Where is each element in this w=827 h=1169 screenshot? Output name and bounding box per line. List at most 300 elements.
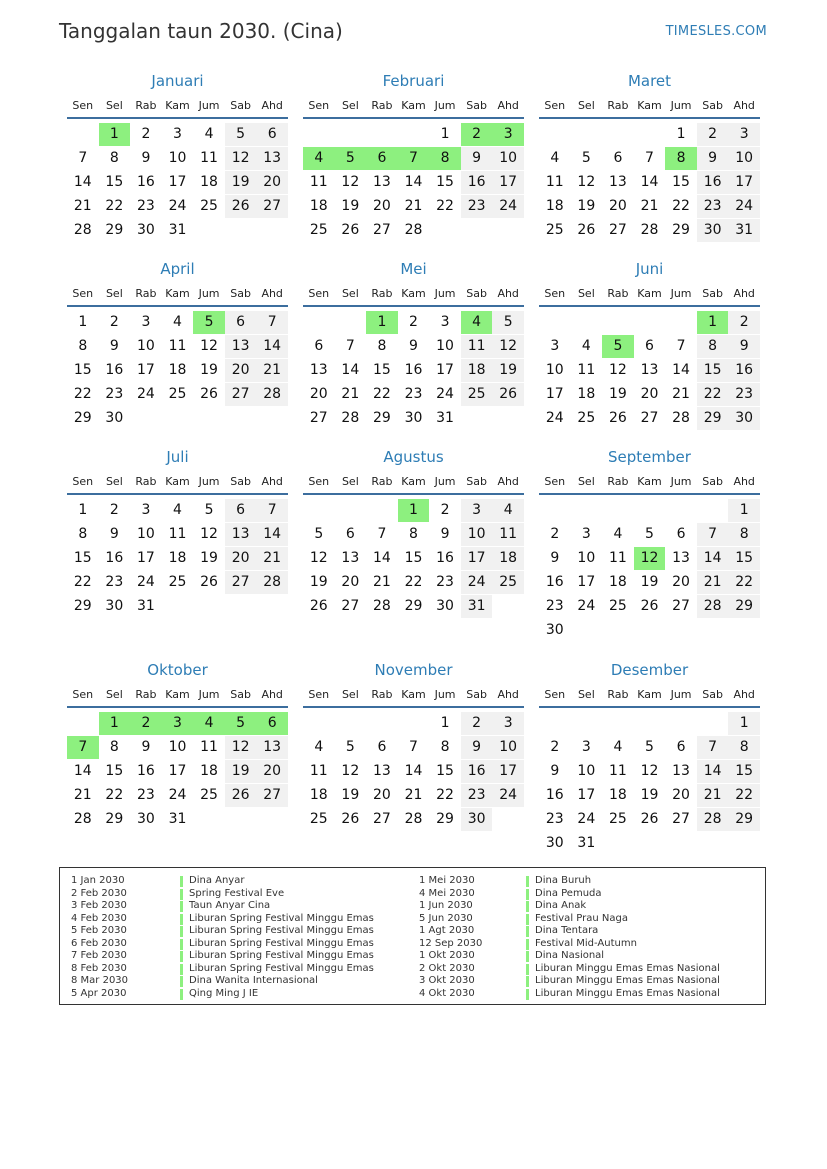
- weekend-day-cell[interactable]: 27: [225, 571, 257, 594]
- day-cell[interactable]: 29: [73, 410, 92, 426]
- weekend-day-cell[interactable]: 6: [225, 499, 257, 522]
- weekend-day-cell[interactable]: 1: [728, 499, 760, 522]
- day-cell[interactable]: 1: [440, 126, 450, 142]
- weekend-day-cell[interactable]: 14: [697, 760, 729, 783]
- day-cell[interactable]: 11: [608, 550, 627, 566]
- day-cell[interactable]: 25: [200, 787, 218, 803]
- day-cell[interactable]: 29: [672, 222, 690, 238]
- weekend-day-cell[interactable]: 3: [728, 123, 760, 146]
- day-cell[interactable]: 20: [640, 386, 659, 402]
- day-cell[interactable]: 19: [341, 787, 360, 803]
- day-cell[interactable]: 23: [436, 574, 454, 590]
- holiday-day-cell[interactable]: 6: [366, 147, 398, 170]
- day-cell[interactable]: 24: [577, 811, 596, 827]
- day-cell[interactable]: 7: [345, 338, 355, 354]
- day-cell[interactable]: 19: [608, 386, 627, 402]
- day-cell[interactable]: 5: [314, 526, 324, 542]
- holiday-day-cell[interactable]: 1: [697, 311, 729, 334]
- weekend-day-cell[interactable]: 25: [461, 383, 493, 406]
- day-cell[interactable]: 13: [672, 763, 690, 779]
- day-cell[interactable]: 4: [613, 526, 623, 542]
- day-cell[interactable]: 19: [200, 550, 218, 566]
- day-cell[interactable]: 18: [200, 763, 218, 779]
- day-cell[interactable]: 14: [341, 362, 360, 378]
- weekend-day-cell[interactable]: 17: [492, 171, 524, 194]
- day-cell[interactable]: 11: [168, 526, 187, 542]
- day-cell[interactable]: 4: [613, 739, 623, 755]
- day-cell[interactable]: 19: [200, 362, 218, 378]
- day-cell[interactable]: 25: [545, 222, 564, 238]
- weekend-day-cell[interactable]: 19: [492, 359, 524, 382]
- day-cell[interactable]: 27: [341, 598, 360, 614]
- day-cell[interactable]: 8: [409, 526, 418, 542]
- day-cell[interactable]: 28: [341, 410, 360, 426]
- weekend-day-cell[interactable]: 17: [492, 760, 524, 783]
- day-cell[interactable]: 27: [372, 222, 391, 238]
- holiday-day-cell[interactable]: 7: [67, 736, 99, 759]
- weekend-day-cell[interactable]: 10: [492, 736, 524, 759]
- weekend-day-cell[interactable]: 14: [697, 547, 729, 570]
- day-cell[interactable]: 16: [436, 550, 454, 566]
- weekend-day-cell[interactable]: 6: [256, 123, 288, 146]
- weekend-day-cell[interactable]: 31: [461, 595, 493, 618]
- day-cell[interactable]: 8: [78, 526, 88, 542]
- weekend-day-cell[interactable]: 10: [728, 147, 760, 170]
- day-cell[interactable]: 3: [173, 126, 182, 142]
- day-cell[interactable]: 25: [309, 222, 328, 238]
- day-cell[interactable]: 4: [173, 314, 182, 330]
- day-cell[interactable]: 4: [581, 338, 591, 354]
- day-cell[interactable]: 2: [550, 739, 560, 755]
- day-cell[interactable]: 14: [404, 763, 423, 779]
- weekend-day-cell[interactable]: 27: [256, 195, 288, 218]
- weekend-day-cell[interactable]: 11: [492, 523, 524, 546]
- day-cell[interactable]: 30: [136, 811, 155, 827]
- day-cell[interactable]: 30: [545, 622, 564, 638]
- weekend-day-cell[interactable]: 7: [697, 736, 729, 759]
- weekend-day-cell[interactable]: 17: [461, 547, 493, 570]
- weekend-day-cell[interactable]: 20: [225, 359, 257, 382]
- day-cell[interactable]: 3: [440, 314, 450, 330]
- day-cell[interactable]: 21: [73, 198, 92, 214]
- weekend-day-cell[interactable]: 14: [256, 523, 288, 546]
- day-cell[interactable]: 18: [309, 198, 328, 214]
- day-cell[interactable]: 6: [613, 150, 623, 166]
- holiday-day-cell[interactable]: 3: [492, 123, 524, 146]
- holiday-day-cell[interactable]: 7: [398, 147, 430, 170]
- day-cell[interactable]: 8: [109, 739, 119, 755]
- day-cell[interactable]: 30: [404, 410, 423, 426]
- weekend-day-cell[interactable]: 1: [728, 712, 760, 735]
- day-cell[interactable]: 12: [608, 362, 627, 378]
- day-cell[interactable]: 11: [608, 763, 627, 779]
- day-cell[interactable]: 28: [672, 410, 690, 426]
- day-cell[interactable]: 15: [105, 763, 124, 779]
- day-cell[interactable]: 2: [141, 126, 151, 142]
- holiday-day-cell[interactable]: 2: [130, 712, 162, 735]
- day-cell[interactable]: 3: [550, 338, 560, 354]
- day-cell[interactable]: 24: [168, 787, 187, 803]
- day-cell[interactable]: 24: [136, 386, 155, 402]
- weekend-day-cell[interactable]: 12: [492, 335, 524, 358]
- day-cell[interactable]: 17: [577, 574, 596, 590]
- day-cell[interactable]: 4: [550, 150, 560, 166]
- day-cell[interactable]: 18: [608, 574, 627, 590]
- day-cell[interactable]: 27: [672, 598, 690, 614]
- day-cell[interactable]: 9: [440, 526, 450, 542]
- day-cell[interactable]: 15: [672, 174, 690, 190]
- day-cell[interactable]: 22: [73, 386, 92, 402]
- day-cell[interactable]: 15: [105, 174, 124, 190]
- day-cell[interactable]: 11: [200, 150, 218, 166]
- day-cell[interactable]: 12: [640, 763, 659, 779]
- day-cell[interactable]: 9: [409, 338, 418, 354]
- day-cell[interactable]: 18: [545, 198, 564, 214]
- day-cell[interactable]: 20: [672, 787, 690, 803]
- day-cell[interactable]: 27: [640, 410, 659, 426]
- day-cell[interactable]: 17: [436, 362, 454, 378]
- day-cell[interactable]: 7: [377, 526, 387, 542]
- weekend-day-cell[interactable]: 4: [492, 499, 524, 522]
- day-cell[interactable]: 30: [105, 410, 124, 426]
- weekend-day-cell[interactable]: 8: [697, 335, 729, 358]
- day-cell[interactable]: 7: [78, 150, 88, 166]
- holiday-day-cell[interactable]: 1: [99, 123, 131, 146]
- weekend-day-cell[interactable]: 29: [697, 407, 729, 430]
- holiday-day-cell[interactable]: 5: [225, 712, 257, 735]
- weekend-day-cell[interactable]: 16: [697, 171, 729, 194]
- day-cell[interactable]: 29: [105, 811, 124, 827]
- weekend-day-cell[interactable]: 8: [728, 736, 760, 759]
- day-cell[interactable]: 11: [577, 362, 596, 378]
- weekend-day-cell[interactable]: 16: [461, 171, 493, 194]
- day-cell[interactable]: 11: [200, 739, 218, 755]
- day-cell[interactable]: 22: [372, 386, 391, 402]
- weekend-day-cell[interactable]: 29: [728, 808, 760, 831]
- weekend-day-cell[interactable]: 22: [728, 784, 760, 807]
- day-cell[interactable]: 12: [341, 763, 360, 779]
- day-cell[interactable]: 29: [404, 598, 423, 614]
- day-cell[interactable]: 24: [136, 574, 155, 590]
- weekend-day-cell[interactable]: 10: [461, 523, 493, 546]
- holiday-day-cell[interactable]: 2: [461, 123, 493, 146]
- day-cell[interactable]: 18: [168, 550, 187, 566]
- weekend-day-cell[interactable]: 22: [728, 571, 760, 594]
- day-cell[interactable]: 8: [377, 338, 387, 354]
- weekend-day-cell[interactable]: 6: [225, 311, 257, 334]
- weekend-day-cell[interactable]: 24: [461, 571, 493, 594]
- day-cell[interactable]: 10: [168, 739, 187, 755]
- holiday-day-cell[interactable]: 1: [398, 499, 430, 522]
- day-cell[interactable]: 14: [672, 362, 690, 378]
- day-cell[interactable]: 22: [73, 574, 92, 590]
- weekend-day-cell[interactable]: 9: [728, 335, 760, 358]
- day-cell[interactable]: 13: [341, 550, 360, 566]
- day-cell[interactable]: 16: [136, 763, 155, 779]
- holiday-day-cell[interactable]: 12: [634, 547, 666, 570]
- day-cell[interactable]: 8: [78, 338, 88, 354]
- day-cell[interactable]: 23: [105, 386, 124, 402]
- weekend-day-cell[interactable]: 21: [256, 547, 288, 570]
- day-cell[interactable]: 21: [372, 574, 391, 590]
- day-cell[interactable]: 4: [173, 502, 182, 518]
- day-cell[interactable]: 27: [672, 811, 690, 827]
- day-cell[interactable]: 27: [309, 410, 328, 426]
- day-cell[interactable]: 5: [645, 526, 654, 542]
- day-cell[interactable]: 31: [436, 410, 454, 426]
- weekend-day-cell[interactable]: 24: [492, 784, 524, 807]
- holiday-day-cell[interactable]: 8: [429, 147, 461, 170]
- weekend-day-cell[interactable]: 28: [697, 808, 729, 831]
- day-cell[interactable]: 4: [314, 739, 324, 755]
- holiday-day-cell[interactable]: 4: [193, 712, 225, 735]
- day-cell[interactable]: 19: [341, 198, 360, 214]
- weekend-day-cell[interactable]: 21: [256, 359, 288, 382]
- day-cell[interactable]: 11: [309, 763, 328, 779]
- day-cell[interactable]: 30: [436, 598, 454, 614]
- weekend-day-cell[interactable]: 18: [461, 359, 493, 382]
- day-cell[interactable]: 10: [436, 338, 454, 354]
- day-cell[interactable]: 6: [645, 338, 654, 354]
- weekend-day-cell[interactable]: 15: [697, 359, 729, 382]
- day-cell[interactable]: 15: [73, 550, 92, 566]
- day-cell[interactable]: 17: [136, 550, 155, 566]
- weekend-day-cell[interactable]: 27: [256, 784, 288, 807]
- day-cell[interactable]: 17: [577, 787, 596, 803]
- weekend-day-cell[interactable]: 23: [697, 195, 729, 218]
- day-cell[interactable]: 20: [341, 574, 360, 590]
- day-cell[interactable]: 10: [168, 150, 187, 166]
- day-cell[interactable]: 26: [608, 410, 627, 426]
- weekend-day-cell[interactable]: 26: [492, 383, 524, 406]
- day-cell[interactable]: 15: [372, 362, 391, 378]
- day-cell[interactable]: 16: [545, 574, 564, 590]
- holiday-day-cell[interactable]: 5: [193, 311, 225, 334]
- day-cell[interactable]: 3: [581, 739, 591, 755]
- brand-link[interactable]: TIMESLES.COM: [665, 24, 767, 39]
- weekend-day-cell[interactable]: 29: [728, 595, 760, 618]
- weekend-day-cell[interactable]: 13: [256, 736, 288, 759]
- day-cell[interactable]: 5: [581, 150, 591, 166]
- day-cell[interactable]: 30: [136, 222, 155, 238]
- day-cell[interactable]: 23: [545, 598, 564, 614]
- day-cell[interactable]: 28: [73, 811, 92, 827]
- day-cell[interactable]: 19: [577, 198, 596, 214]
- weekend-day-cell[interactable]: 28: [697, 595, 729, 618]
- day-cell[interactable]: 22: [404, 574, 423, 590]
- day-cell[interactable]: 15: [436, 174, 454, 190]
- day-cell[interactable]: 6: [377, 739, 387, 755]
- day-cell[interactable]: 25: [608, 811, 627, 827]
- day-cell[interactable]: 13: [608, 174, 627, 190]
- day-cell[interactable]: 17: [545, 386, 564, 402]
- weekend-day-cell[interactable]: 3: [461, 499, 493, 522]
- day-cell[interactable]: 22: [672, 198, 690, 214]
- day-cell[interactable]: 9: [141, 150, 151, 166]
- weekend-day-cell[interactable]: 13: [256, 147, 288, 170]
- day-cell[interactable]: 23: [136, 787, 155, 803]
- day-cell[interactable]: 26: [341, 811, 360, 827]
- day-cell[interactable]: 16: [105, 550, 124, 566]
- weekend-day-cell[interactable]: 21: [697, 784, 729, 807]
- day-cell[interactable]: 14: [73, 763, 92, 779]
- day-cell[interactable]: 10: [136, 526, 155, 542]
- day-cell[interactable]: 25: [200, 198, 218, 214]
- weekend-day-cell[interactable]: 27: [225, 383, 257, 406]
- day-cell[interactable]: 25: [577, 410, 596, 426]
- weekend-day-cell[interactable]: 15: [728, 760, 760, 783]
- day-cell[interactable]: 12: [341, 174, 360, 190]
- day-cell[interactable]: 7: [676, 338, 686, 354]
- day-cell[interactable]: 2: [109, 502, 119, 518]
- day-cell[interactable]: 20: [672, 574, 690, 590]
- day-cell[interactable]: 9: [550, 763, 560, 779]
- day-cell[interactable]: 20: [372, 198, 391, 214]
- day-cell[interactable]: 30: [545, 835, 564, 851]
- day-cell[interactable]: 28: [73, 222, 92, 238]
- day-cell[interactable]: 3: [581, 526, 591, 542]
- day-cell[interactable]: 2: [550, 526, 560, 542]
- day-cell[interactable]: 6: [676, 739, 686, 755]
- day-cell[interactable]: 22: [105, 787, 124, 803]
- day-cell[interactable]: 20: [372, 787, 391, 803]
- day-cell[interactable]: 21: [341, 386, 360, 402]
- day-cell[interactable]: 14: [73, 174, 92, 190]
- holiday-day-cell[interactable]: 4: [303, 147, 335, 170]
- weekend-day-cell[interactable]: 25: [492, 571, 524, 594]
- day-cell[interactable]: 11: [168, 338, 187, 354]
- day-cell[interactable]: 2: [409, 314, 418, 330]
- day-cell[interactable]: 13: [640, 362, 659, 378]
- weekend-day-cell[interactable]: 15: [728, 547, 760, 570]
- day-cell[interactable]: 26: [341, 222, 360, 238]
- day-cell[interactable]: 21: [73, 787, 92, 803]
- day-cell[interactable]: 1: [440, 715, 450, 731]
- day-cell[interactable]: 9: [141, 739, 151, 755]
- day-cell[interactable]: 27: [608, 222, 627, 238]
- day-cell[interactable]: 22: [436, 198, 454, 214]
- weekend-day-cell[interactable]: 12: [225, 147, 257, 170]
- day-cell[interactable]: 28: [404, 811, 423, 827]
- weekend-day-cell[interactable]: 26: [225, 195, 257, 218]
- weekend-day-cell[interactable]: 26: [225, 784, 257, 807]
- day-cell[interactable]: 8: [440, 739, 450, 755]
- day-cell[interactable]: 5: [204, 502, 214, 518]
- day-cell[interactable]: 10: [577, 763, 596, 779]
- day-cell[interactable]: 8: [109, 150, 119, 166]
- weekend-day-cell[interactable]: 13: [225, 523, 257, 546]
- day-cell[interactable]: 6: [676, 526, 686, 542]
- day-cell[interactable]: 19: [640, 787, 659, 803]
- weekend-day-cell[interactable]: 9: [461, 736, 493, 759]
- day-cell[interactable]: 31: [136, 598, 155, 614]
- day-cell[interactable]: 12: [577, 174, 596, 190]
- day-cell[interactable]: 2: [440, 502, 450, 518]
- day-cell[interactable]: 12: [200, 526, 218, 542]
- weekend-day-cell[interactable]: 14: [256, 335, 288, 358]
- day-cell[interactable]: 29: [105, 222, 124, 238]
- weekend-day-cell[interactable]: 7: [256, 311, 288, 334]
- day-cell[interactable]: 12: [309, 550, 328, 566]
- day-cell[interactable]: 17: [168, 763, 187, 779]
- day-cell[interactable]: 7: [409, 739, 418, 755]
- day-cell[interactable]: 16: [136, 174, 155, 190]
- day-cell[interactable]: 25: [309, 811, 328, 827]
- day-cell[interactable]: 31: [168, 811, 187, 827]
- weekend-day-cell[interactable]: 9: [461, 147, 493, 170]
- holiday-day-cell[interactable]: 3: [162, 712, 194, 735]
- day-cell[interactable]: 5: [345, 739, 355, 755]
- day-cell[interactable]: 24: [577, 598, 596, 614]
- day-cell[interactable]: 18: [309, 787, 328, 803]
- weekend-day-cell[interactable]: 19: [225, 760, 257, 783]
- day-cell[interactable]: 31: [168, 222, 187, 238]
- day-cell[interactable]: 24: [436, 386, 454, 402]
- day-cell[interactable]: 4: [204, 126, 214, 142]
- weekend-day-cell[interactable]: 18: [492, 547, 524, 570]
- weekend-day-cell[interactable]: 24: [492, 195, 524, 218]
- weekend-day-cell[interactable]: 10: [492, 147, 524, 170]
- weekend-day-cell[interactable]: 20: [256, 760, 288, 783]
- day-cell[interactable]: 10: [136, 338, 155, 354]
- weekend-day-cell[interactable]: 31: [728, 219, 760, 242]
- day-cell[interactable]: 10: [577, 550, 596, 566]
- day-cell[interactable]: 20: [608, 198, 627, 214]
- day-cell[interactable]: 25: [168, 386, 187, 402]
- day-cell[interactable]: 21: [404, 787, 423, 803]
- weekend-day-cell[interactable]: 13: [225, 335, 257, 358]
- day-cell[interactable]: 14: [640, 174, 659, 190]
- day-cell[interactable]: 17: [136, 362, 155, 378]
- day-cell[interactable]: 26: [200, 386, 218, 402]
- weekend-day-cell[interactable]: 7: [697, 523, 729, 546]
- day-cell[interactable]: 16: [404, 362, 423, 378]
- weekend-day-cell[interactable]: 9: [697, 147, 729, 170]
- weekend-day-cell[interactable]: 30: [728, 407, 760, 430]
- weekend-day-cell[interactable]: 30: [697, 219, 729, 242]
- day-cell[interactable]: 29: [436, 811, 454, 827]
- day-cell[interactable]: 3: [141, 502, 151, 518]
- weekend-day-cell[interactable]: 12: [225, 736, 257, 759]
- holiday-day-cell[interactable]: 1: [366, 311, 398, 334]
- weekend-day-cell[interactable]: 19: [225, 171, 257, 194]
- day-cell[interactable]: 22: [105, 198, 124, 214]
- day-cell[interactable]: 16: [545, 787, 564, 803]
- day-cell[interactable]: 20: [309, 386, 328, 402]
- day-cell[interactable]: 13: [372, 174, 391, 190]
- day-cell[interactable]: 1: [78, 502, 88, 518]
- day-cell[interactable]: 13: [309, 362, 328, 378]
- day-cell[interactable]: 14: [404, 174, 423, 190]
- day-cell[interactable]: 18: [200, 174, 218, 190]
- day-cell[interactable]: 21: [640, 198, 659, 214]
- day-cell[interactable]: 23: [136, 198, 155, 214]
- holiday-day-cell[interactable]: 8: [665, 147, 697, 170]
- day-cell[interactable]: 5: [645, 739, 654, 755]
- day-cell[interactable]: 26: [309, 598, 328, 614]
- day-cell[interactable]: 28: [404, 222, 423, 238]
- day-cell[interactable]: 19: [640, 574, 659, 590]
- weekend-day-cell[interactable]: 30: [461, 808, 493, 831]
- day-cell[interactable]: 16: [105, 362, 124, 378]
- day-cell[interactable]: 15: [73, 362, 92, 378]
- day-cell[interactable]: 26: [577, 222, 596, 238]
- holiday-day-cell[interactable]: 4: [461, 311, 493, 334]
- day-cell[interactable]: 27: [372, 811, 391, 827]
- weekend-day-cell[interactable]: 28: [256, 383, 288, 406]
- day-cell[interactable]: 6: [314, 338, 324, 354]
- day-cell[interactable]: 25: [608, 598, 627, 614]
